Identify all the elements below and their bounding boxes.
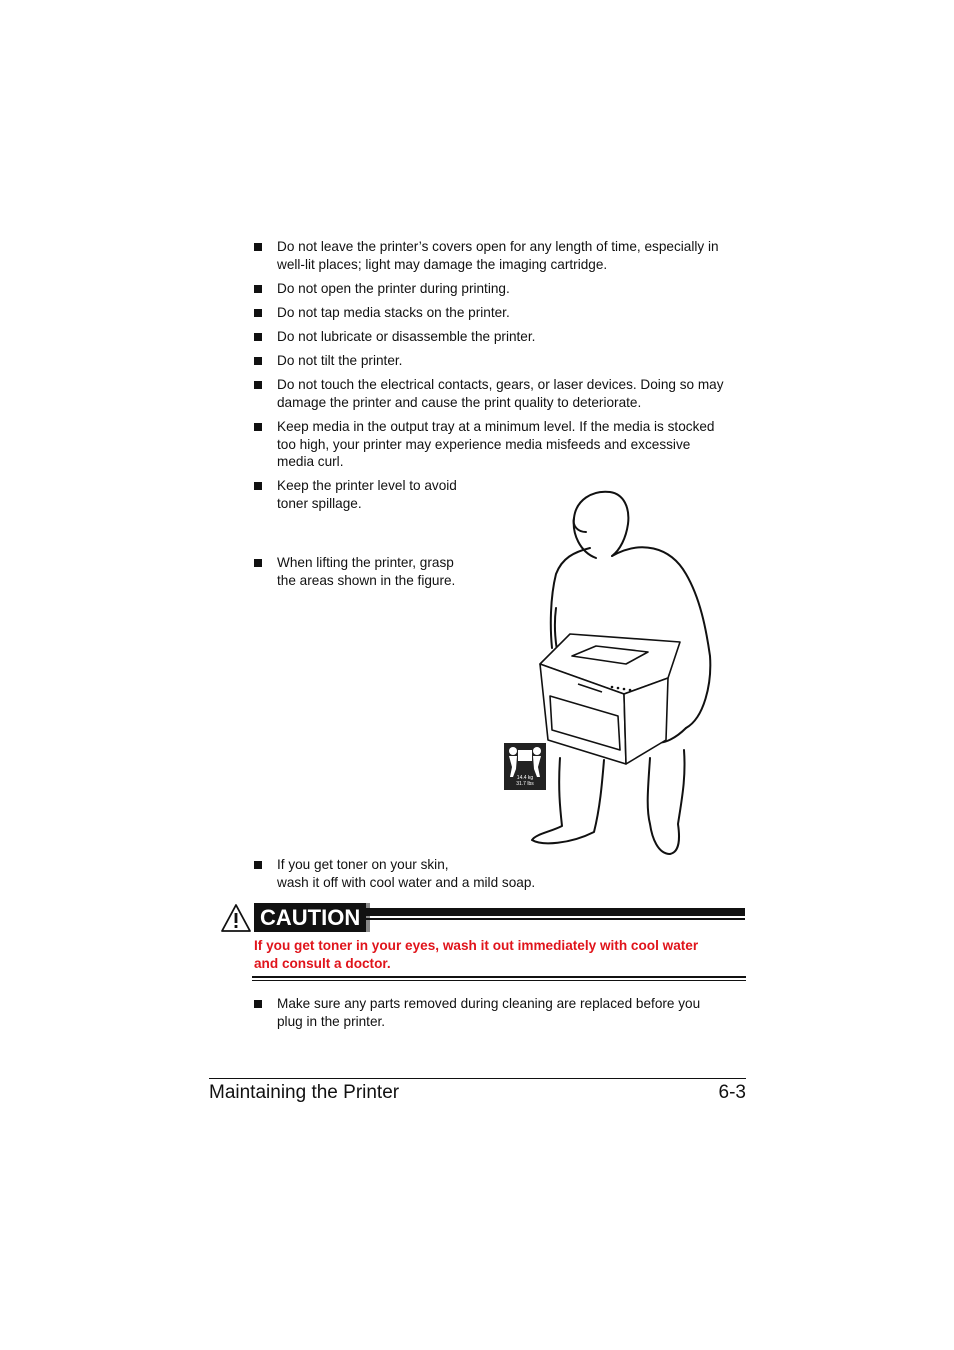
caution-message: If you get toner in your eyes, wash it out immediately with cool water and consult a doctor.	[254, 938, 699, 971]
bullet-square-icon	[254, 309, 262, 317]
bullet-square-icon	[254, 333, 262, 341]
caution-box	[220, 902, 746, 984]
caution-bottom-rule	[252, 976, 746, 978]
bullet-square-icon	[254, 861, 262, 869]
weight-warning-badge	[504, 743, 546, 790]
footer-rule	[209, 1078, 746, 1079]
bullet-square-icon	[254, 381, 262, 389]
weight-lbs: 31.7 lbs	[516, 781, 534, 787]
bullet-square-icon	[254, 285, 262, 293]
bullet-square-icon	[254, 243, 262, 251]
bullet-square-icon	[254, 423, 262, 431]
caution-rule-thin	[364, 918, 745, 920]
warning-triangle-icon	[220, 903, 252, 933]
footer-title: Maintaining the Printer	[209, 1082, 400, 1103]
caution-rule	[364, 908, 745, 916]
bullet-square-icon	[254, 559, 262, 567]
caution-bottom-rule-thin	[252, 980, 746, 981]
bullet-square-icon	[254, 357, 262, 365]
caution-label: CAUTION	[254, 903, 370, 932]
weight-kg: 14.4 kg	[516, 775, 534, 781]
lifting-printer-illustration	[500, 488, 720, 860]
bullet-square-icon	[254, 482, 262, 490]
page-number: 6-3	[718, 1082, 746, 1103]
bullet-square-icon	[254, 1000, 262, 1008]
two-person-lift-icon	[504, 745, 546, 779]
